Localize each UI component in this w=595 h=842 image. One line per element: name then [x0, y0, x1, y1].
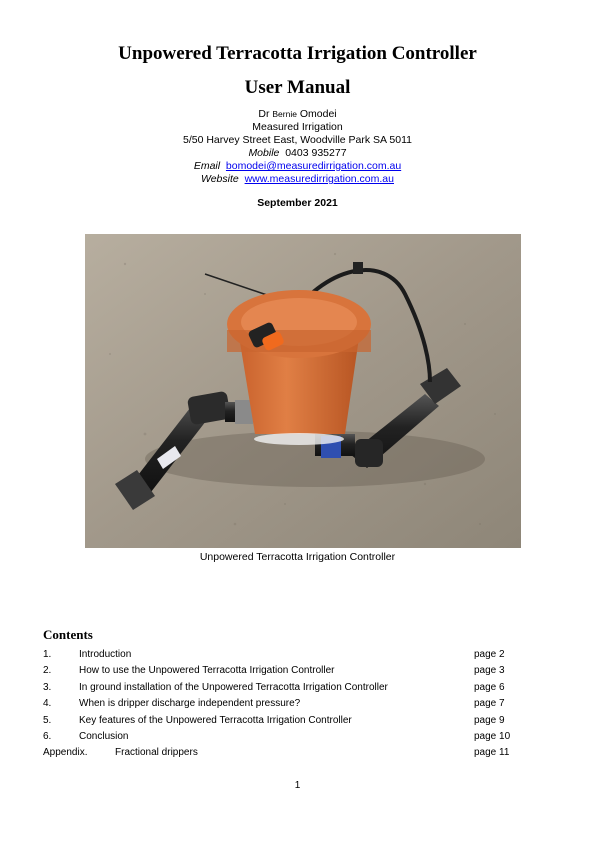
toc-title: Introduction: [79, 649, 132, 660]
toc-title: Conclusion: [79, 730, 129, 742]
toc-number: 6.: [43, 730, 52, 742]
toc-page: page 7: [474, 698, 505, 710]
toc-title: In ground installation of the Unpowered Terracotta Irrigation Controller: [79, 681, 388, 693]
toc-item-appendix[interactable]: [43, 747, 523, 763]
toc-title: Key features of the Unpowered Terracotta Irrigation Controller: [79, 714, 352, 726]
mobile-line: [0, 147, 595, 160]
contents-heading: Contents: [43, 627, 93, 642]
document-subtitle: User Manual: [244, 77, 351, 98]
figure-caption: Unpowered Terracotta Irrigation Controller: [199, 551, 396, 563]
author-name: [0, 108, 595, 121]
email-link[interactable]: bomodei@measuredirrigation.com.au: [225, 160, 402, 172]
toc-item[interactable]: [43, 715, 523, 731]
company-name: Measured Irrigation: [252, 121, 343, 133]
author-last-name: Omodei: [299, 108, 337, 120]
address: 5/50 Harvey Street East, Woodville Park SA 5011: [183, 134, 412, 146]
toc-title: How to use the Unpowered Terracotta Irrigation Controller: [79, 665, 335, 677]
toc-item[interactable]: [43, 682, 523, 698]
toc-number: 5.: [43, 714, 52, 726]
mobile-label: Mobile: [248, 147, 280, 159]
toc-number: Appendix.: [43, 747, 88, 759]
toc-item[interactable]: [43, 731, 523, 747]
website-label: Website: [201, 173, 239, 185]
toc-page: page 11: [474, 747, 510, 759]
website-link[interactable]: www.measuredirrigation.com.au: [244, 173, 394, 185]
toc-title: When is dripper discharge independent pressure?: [79, 698, 301, 710]
document-title: Unpowered Terracotta Irrigation Controller: [118, 43, 477, 64]
toc-number: 4.: [43, 698, 52, 710]
toc-item[interactable]: [43, 649, 523, 665]
website-line: [0, 173, 595, 186]
toc-page: page 9: [474, 714, 505, 726]
toc-item[interactable]: [43, 665, 523, 681]
email-label: Email: [193, 160, 221, 172]
controller-photo: [85, 234, 521, 548]
mobile-number: 0403 935277: [285, 147, 347, 159]
toc-number: 3.: [43, 681, 52, 693]
table-of-contents: [43, 649, 523, 764]
page-number: 1: [294, 780, 301, 791]
toc-title: Fractional drippers: [115, 747, 198, 759]
toc-page: page 2: [474, 649, 505, 660]
toc-page: page 3: [474, 665, 505, 677]
toc-number: 1.: [43, 649, 52, 660]
author-prefix: Dr: [258, 108, 270, 120]
email-line: [0, 160, 595, 173]
toc-item[interactable]: [43, 698, 523, 714]
author-first-name: Bernie: [272, 109, 297, 119]
document-date: September 2021: [257, 197, 338, 209]
toc-page: page 10: [474, 730, 511, 742]
toc-page: page 6: [474, 681, 505, 693]
toc-number: 2.: [43, 665, 52, 677]
